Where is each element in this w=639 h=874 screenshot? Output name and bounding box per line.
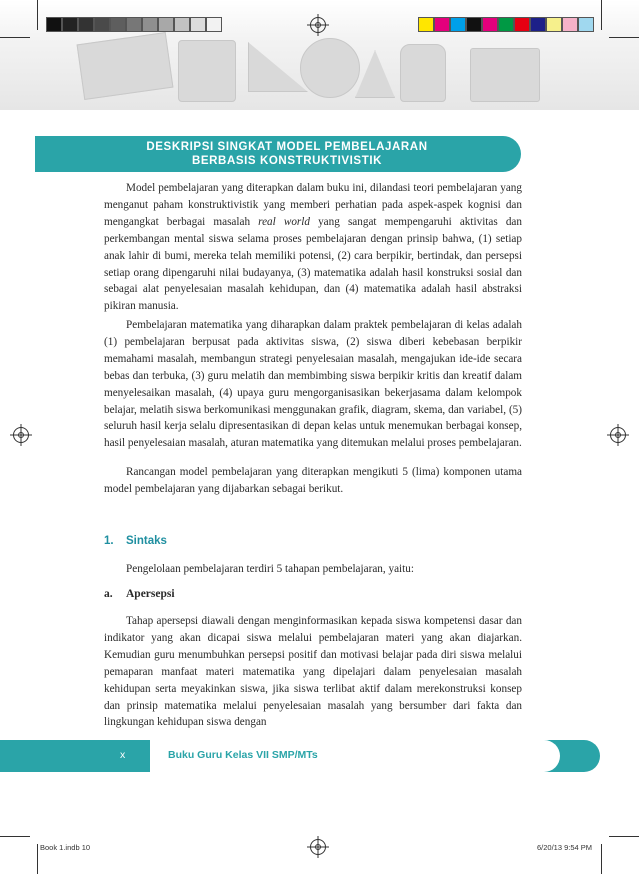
crop-mark [609, 37, 639, 38]
calculator-shape [178, 40, 236, 102]
color-swatch [482, 17, 498, 32]
subsection-number: a. [104, 588, 113, 600]
registration-mark-left [13, 427, 29, 443]
pie-chart-shape [300, 38, 360, 98]
paragraph-expected-learning-text: Pembelajaran matematika yang diharapkan dalam praktek pembelajaran di kelas adalah (1) pembelajaran berpusat pada aktivitas siswa, (2) siswa diberi kebebasan berpikir memahami masalah, membangun strategi penyelesaian masalah, mengajukan ide-ide secara bebas dan terbuka, (3) guru melatih dan membimbing siswa berpikir kritis dan kreatif dalam menyelesaikan masalah, (4) upaya guru mengorganisasikan bekerjasama dalam kelompok belajar, melatih siswa berkomunikasi menggunakan grafik, diagram, skema, dan variabel, (5) seluruh hasil kerja selalu dipresentasikan di depan kelas untuk menemukan berbagai konsep, hasil penyelesaian masalah, aturan matematika yang ditemukan melalui proses pembelajaran. [104, 319, 522, 450]
paragraph-model-design [104, 464, 522, 498]
crop-mark [0, 836, 30, 837]
gray-swatch [158, 17, 174, 32]
gray-swatch [142, 17, 158, 32]
banner-title-line-2: BERBASIS KONSTRUKTIVISTIK [191, 155, 383, 167]
banner-title-line-1: DESKRIPSI SINGKAT MODEL PEMBELAJARAN [146, 141, 428, 153]
paragraph-intro [104, 180, 522, 315]
paragraph-stages [104, 561, 522, 578]
gray-swatch [94, 17, 110, 32]
registration-mark-bottom [310, 839, 326, 855]
color-swatch [466, 17, 482, 32]
crop-mark [37, 844, 38, 874]
section-title-banner [35, 136, 521, 172]
color-swatch [514, 17, 530, 32]
color-swatch [562, 17, 578, 32]
real-world-term: real world [258, 215, 310, 228]
crop-mark [609, 836, 639, 837]
paragraph-intro-text-a: Model pembelajaran yang diterapkan dalam buku ini, dilandasi teori pembelajaran yang menganut paham konstruktivistik yang memberi perhatian pada aspek-aspek kognisi dan mengangkat berbagai masalah [104, 182, 522, 228]
slug-file-info: Book 1.indb 10 [40, 843, 91, 852]
color-swatch [418, 17, 434, 32]
paragraph-apersepsi-text: Tahap apersepsi diawali dengan menginformasikan kepada siswa kompetensi dasar dan indikator yang akan dicapai siswa melalui pembelajaran materi yang akan diajarkan. Kemudian guru menumbuhkan persepsi positif dan motivasi belajar pada diri siswa melalui pemaparan manfaat materi matematika yang dipelajari dalam penyelesaian masalah kehidupan serta meyakinkan siswa, jika siswa terlibat aktif dalam merekonstruksi konsep dan prinsip matematika melalui penyelesaian masalah yang bersumber dari fakta dan lingkungan kehidupan siswa dengan [104, 615, 522, 729]
page-number: x [120, 749, 126, 761]
color-calibration-strip [418, 17, 594, 32]
paragraph-intro-text-b: yang sangat mempengaruhi aktivitas dan perkembangan mental siswa selama proses pembelajaran dengan prinsip bahwa, (1) setiap anak lahir di bumi, mereka telah memiliki potensi, (2) cara berpikir, bertindak, dan persepsi setiap orang dipengaruhi nilai budayanya, (3) matematika adalah hasil konstruksi sosial dan sebagai alat penyelesaian masalah kehidupan, dan (4) matematika adalah hasil abstraksi pikiran manusia. [104, 215, 522, 313]
section-number: 1. [104, 535, 114, 547]
color-swatch [530, 17, 546, 32]
crop-mark [37, 0, 38, 30]
gray-swatch [126, 17, 142, 32]
paragraph-apersepsi [104, 613, 522, 731]
subsection-title: Apersepsi [126, 588, 175, 600]
gray-swatch [62, 17, 78, 32]
color-swatch [498, 17, 514, 32]
color-swatch [434, 17, 450, 32]
registration-mark-top [310, 17, 326, 33]
page-footer [0, 740, 639, 772]
slug-date-info: 6/20/13 9:54 PM [537, 843, 593, 852]
book-stack-shape [470, 48, 540, 102]
crop-mark [601, 0, 602, 30]
crop-mark [601, 844, 602, 874]
gray-swatch [174, 17, 190, 32]
crop-mark [0, 37, 30, 38]
color-swatch [450, 17, 466, 32]
gray-swatch [46, 17, 62, 32]
gray-swatch [78, 17, 94, 32]
paragraph-stages-text: Pengelolaan pembelajaran terdiri 5 tahapan pembelajaran, yaitu: [126, 563, 414, 575]
footer-book-title: Buku Guru Kelas VII SMP/MTs [168, 749, 318, 761]
backpack-shape [400, 44, 446, 102]
gray-swatch [110, 17, 126, 32]
color-swatch [578, 17, 594, 32]
paragraph-expected-learning [104, 317, 522, 452]
section-heading-sintaks [104, 535, 167, 547]
gray-calibration-strip [46, 17, 222, 32]
gray-swatch [206, 17, 222, 32]
section-title: Sintaks [126, 535, 167, 547]
registration-mark-right [610, 427, 626, 443]
paragraph-model-design-text: Rancangan model pembelajaran yang diterapkan mengikuti 5 (lima) komponen utama model pembelajaran yang dijabarkan sebagai berikut. [104, 466, 522, 495]
color-swatch [546, 17, 562, 32]
subsection-heading-apersepsi [104, 588, 175, 600]
gray-swatch [190, 17, 206, 32]
